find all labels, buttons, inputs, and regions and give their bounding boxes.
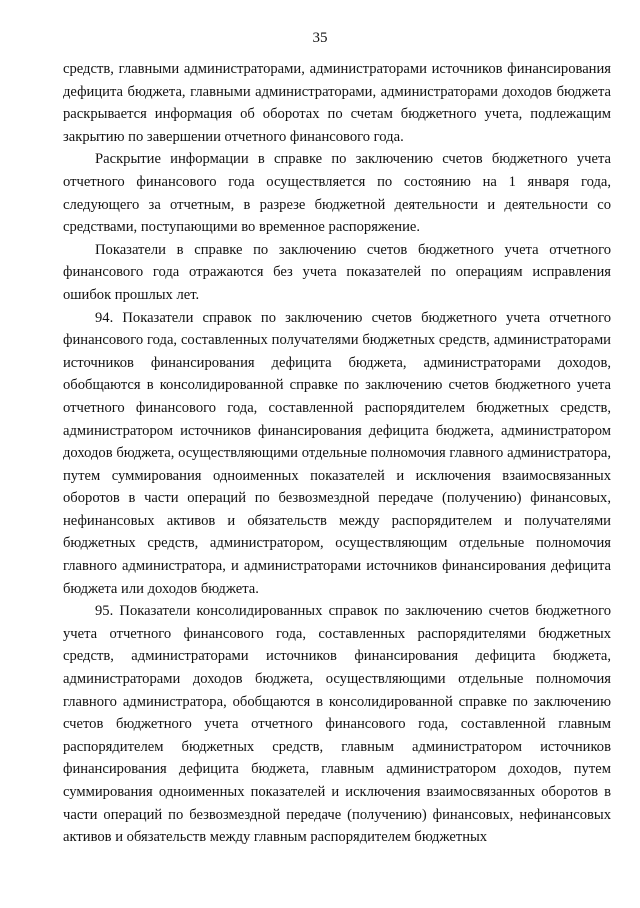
document-body — [63, 58, 611, 849]
paragraph-disclosure: Раскрытие информации в справке по заключению счетов бюджетного учета отчетного финансового года осуществляется по состоянию на 1 января года, следующего за отчетным, в разрезе бюджетной деятельности и деятельности со средствами, поступающими во временное распоряжение. — [63, 151, 611, 236]
paragraph-continuation: средств, главными администраторами, администраторами источников финансирования дефицита бюджета, главными администраторами, администраторами доходов бюджета раскрывается информация об оборотах по счетам бюджетного учета, подлежащим закрытию по завершении отчетного финансового года. — [63, 61, 611, 145]
paragraph-item-94: 94. Показатели справок по заключению счетов бюджетного учета отчетного финансового года, составленных получателями бюджетных средств, администраторами источников финансирования дефицита бюджета, администраторами доходов, обобщаются в консолидированной справке по заключению счетов бюджетного учета отчетного финансового года, составленной распорядителем бюджетных средств, администратором источников финансирования дефицита бюджета, администратором доходов бюджета, осуществляющими отдельные полномочия главного администратора, путем суммирования одноименных показателей и исключения взаимосвязанных оборотов в части операций по безвозмездной передаче (получению) финансовых, нефинансовых активов и обязательств между распорядителем и получателями бюджетных средств, администратором, осуществляющим отдельные полномочия главного администратора, и администраторами источников финансирования дефицита бюджета или доходов бюджета. — [63, 309, 611, 597]
paragraph-item-95: 95. Показатели консолидированных справок по заключению счетов бюджетного учета отчетного финансового года, составленных распорядителями бюджетных средств, администраторами источников финансирования дефицита бюджета, администраторами доходов бюджета, осуществляющими отдельные полномочия главного администратора, обобщаются в консолидированной справке по заключению счетов бюджетного учета отчетного финансового года, составленной главным распорядителем бюджетных средств, главным администратором источников финансирования дефицита бюджета, главным администратором доходов, путем суммирования одноименных показателей и исключения взаимосвязанных оборотов в части операций по безвозмездной передаче (получению) финансовых, нефинансовых активов и обязательств между главным распорядителем бюджетных — [63, 603, 611, 846]
page-number: 35 — [312, 30, 328, 46]
paragraph-indicators: Показатели в справке по заключению счетов бюджетного учета отчетного финансового года отражаются без учета показателей по операциям исправления ошибок прошлых лет. — [63, 241, 611, 303]
